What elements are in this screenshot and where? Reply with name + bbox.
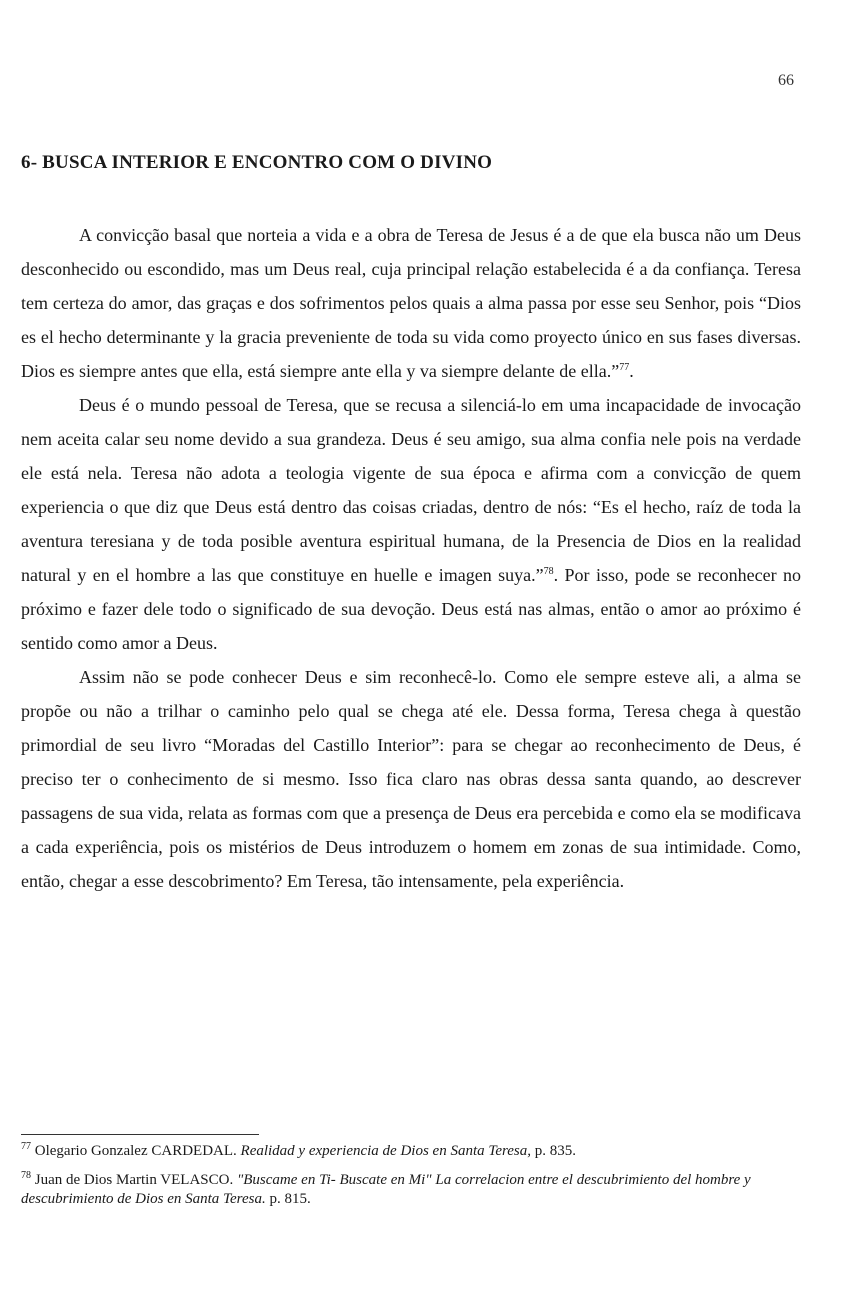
- footnotes: [21, 1142, 801, 1219]
- paragraph-text: . Por isso, pode se reconhecer no próximo e fazer dele todo o significado de sua devoção. Deus está nas almas, então o amor ao próximo é sentido como amor a Deus.: [21, 565, 802, 653]
- footnote-author: Juan de Dios Martin VELASCO.: [34, 1172, 234, 1188]
- page-number: 66: [778, 72, 794, 89]
- footnote-ref-77[interactable]: 77: [619, 362, 630, 373]
- footnote-number: 77: [21, 1141, 31, 1152]
- paragraph-2: [21, 388, 801, 660]
- paragraph-3: [21, 660, 801, 898]
- paragraph-1: [21, 218, 801, 388]
- footnote-ref-78[interactable]: 78: [543, 566, 554, 577]
- section-heading: 6- BUSCA INTERIOR E ENCONTRO COM O DIVINO: [21, 152, 493, 173]
- footnote-title: Realidad y experiencia de Dios en Santa Teresa,: [240, 1143, 532, 1159]
- footnote-78: [21, 1171, 801, 1209]
- footnote-author: Olegario Gonzalez CARDEDAL.: [34, 1143, 237, 1159]
- body-text: [21, 218, 801, 898]
- paragraph-text: Deus é o mundo pessoal de Teresa, que se recusa a silenciá-lo em uma incapacidade de invocação nem aceita calar seu nome devido a sua grandeza. Deus é seu amigo, sua alma confia nele pois na verdade ele está nela. Teresa não adota a teologia vigente de sua época e afirma com a convicção de quem experiencia o que diz que Deus está dentro das coisas criadas, dentro de nós: “Es el hecho, raíz de toda la aventura teresiana y de toda posible aventura espiritual humana, de la Presencia de Dios en la realidad natural y en el hombre a las que constituye en huelle e imagen suya.”: [21, 395, 801, 585]
- footnote-page: p. 835.: [534, 1143, 577, 1159]
- footnote-title: "Buscame en Ti- Buscate en Mi" La correlacion entre el descubrimiento del hombre y descubrimiento de Dios en Santa Teresa.: [21, 1172, 751, 1207]
- footnote-page: p. 815.: [269, 1191, 311, 1207]
- footnote-number: 78: [21, 1170, 31, 1181]
- paragraph-text: .: [629, 361, 634, 381]
- paragraph-text: A convicção basal que norteia a vida e a obra de Teresa de Jesus é a de que ela busca não um Deus desconhecido ou escondido, mas um Deus real, cuja principal relação estabelecida é a da confiança. Teresa tem certeza do amor, das graças e dos sofrimentos pelos quais a alma passa por esse seu Senhor, pois “Dios es el hecho determinante y la gracia preveniente de toda su vida como proyecto único en sus fases diversas. Dios es siempre antes que ella, está siempre ante ella y va siempre delante de ella.”: [21, 225, 801, 381]
- paragraph-text: Assim não se pode conhecer Deus e sim reconhecê-lo. Como ele sempre esteve ali, a alma se propõe ou não a trilhar o caminho pelo qual se chega até ele. Dessa forma, Teresa chega à questão primordial de seu livro “Moradas del Castillo Interior”: para se chegar ao reconhecimento de Deus, é preciso ter o conhecimento de si mesmo. Isso fica claro nas obras dessa santa quando, ao descrever passagens de sua vida, relata as formas com que a presença de Deus era percebida e como ela se modificava a cada experiência, pois os mistérios de Deus introduzem o homem em zonas de sua intimidade. Como, então, chegar a esse descobrimento? Em Teresa, tão intensamente, pela experiência.: [21, 667, 801, 891]
- footnote-separator: [21, 1134, 259, 1135]
- footnote-77: [21, 1142, 801, 1161]
